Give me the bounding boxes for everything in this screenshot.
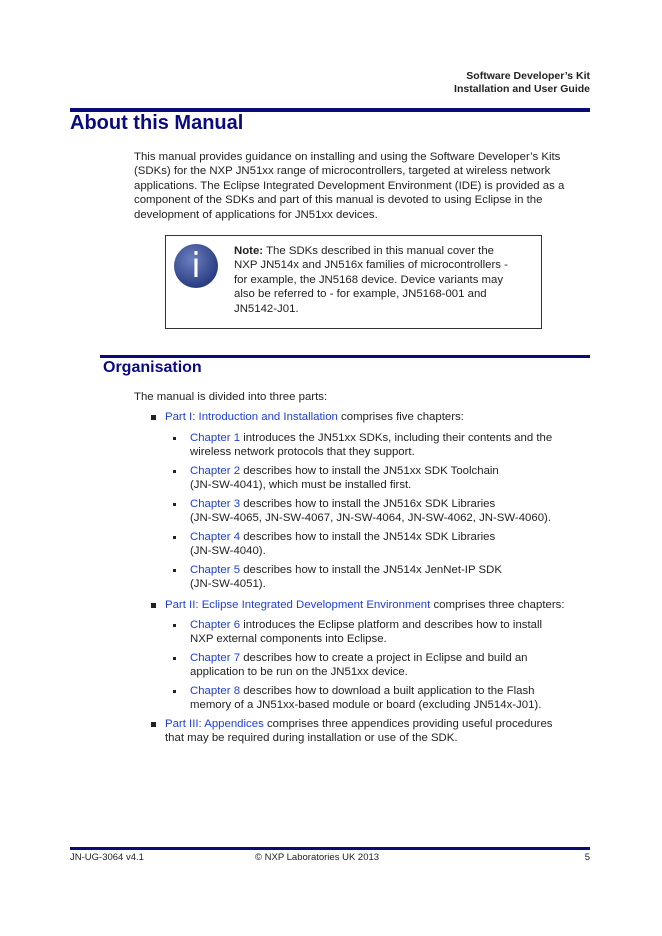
text-line	[165, 410, 464, 424]
sub-bullet-icon	[173, 503, 176, 506]
text-line	[190, 530, 495, 544]
text-line	[190, 478, 411, 492]
cross-reference-link[interactable]: Chapter 7	[190, 652, 241, 664]
text: introduces the JN51xx SDKs, including their contents and the	[240, 432, 553, 444]
running-header	[454, 70, 590, 96]
page-title: About this Manual	[70, 112, 244, 134]
text-line: NXP JN514x and JN516x families of microcontrollers -	[234, 259, 508, 272]
section-lead: The manual is divided into three parts:	[134, 391, 328, 403]
text-line	[190, 618, 542, 632]
text: (JN-SW-4040).	[190, 545, 266, 558]
header-subtitle: Installation and User Guide	[454, 83, 590, 95]
text-line: JN5142-J01.	[234, 302, 299, 315]
cross-reference-link[interactable]: Chapter 3	[190, 498, 241, 510]
text-line	[190, 684, 534, 698]
sub-bullet-icon	[173, 690, 176, 693]
text: describes how to download a built application to the Flash	[240, 685, 535, 697]
cross-reference-link[interactable]: Part I: Introduction and Installation	[165, 411, 338, 423]
text-line: also be referred to - for example, JN5168-001 and	[234, 288, 487, 301]
text-line	[190, 577, 266, 591]
note-label: Note:	[234, 245, 264, 257]
bullet-icon	[151, 722, 156, 727]
bullet-icon	[151, 603, 156, 608]
text-line	[165, 731, 458, 745]
text: memory of a JN51xx-based module or board (excluding JN514x-J01).	[190, 699, 542, 712]
section-rule	[100, 355, 590, 358]
sub-bullet-icon	[173, 437, 176, 440]
sub-bullet-icon	[173, 624, 176, 627]
text: application to be run on the JN51xx device.	[190, 666, 408, 679]
intro-paragraph	[134, 150, 564, 222]
text-line	[190, 698, 541, 712]
text-line: (SDKs) for the NXP JN51xx range of microcontrollers, targeted at wireless network	[134, 165, 551, 178]
text: comprises three appendices providing useful procedures	[263, 718, 553, 730]
text-line: This manual provides guidance on installing and using the Software Developer’s Kits	[134, 151, 561, 163]
text-line: component of the SDKs and part of this manual is devoted to using Eclipse in the	[134, 194, 543, 207]
info-icon: i	[174, 244, 218, 288]
text-line: The SDKs described in this manual cover the	[263, 245, 494, 257]
bullet-icon	[151, 415, 156, 420]
cross-reference-link[interactable]: Part II: Eclipse Integrated Development Environment	[165, 599, 431, 611]
text: comprises three chapters:	[430, 599, 565, 611]
footer-doc-id: JN-UG-3064 v4.1	[70, 852, 144, 863]
text: NXP external components into Eclipse.	[190, 633, 387, 646]
footer-rule	[70, 847, 590, 850]
text-line	[190, 511, 551, 525]
sub-bullet-icon	[173, 657, 176, 660]
cross-reference-link[interactable]: Chapter 8	[190, 685, 241, 697]
sub-bullet-icon	[173, 470, 176, 473]
text-line	[165, 598, 565, 612]
sub-bullet-icon	[173, 536, 176, 539]
sub-bullet-icon	[173, 569, 176, 572]
cross-reference-link[interactable]: Chapter 2	[190, 465, 241, 477]
footer-copyright: © NXP Laboratories UK 2013	[255, 852, 380, 863]
text-line	[190, 445, 415, 459]
text: describes how to install the JN514x JenNet-IP SDK	[240, 564, 502, 576]
text-line	[190, 431, 552, 445]
header-title: Software Developer’s Kit	[466, 70, 590, 82]
text: describes how to install the JN514x SDK Libraries	[240, 531, 496, 543]
text: (JN-SW-4051).	[190, 578, 266, 591]
footer-page-number: 5	[584, 852, 590, 863]
text: introduces the Eclipse platform and describes how to install	[240, 619, 543, 631]
text-line	[190, 563, 502, 577]
text: comprises five chapters:	[337, 411, 464, 423]
cross-reference-link[interactable]: Chapter 4	[190, 531, 241, 543]
text: (JN-SW-4041), which must be installed first.	[190, 479, 412, 492]
text: that may be required during installation or use of the SDK.	[165, 732, 458, 745]
text-line	[190, 651, 528, 665]
text-line: development of applications for JN51xx devices.	[134, 208, 378, 221]
text-line	[190, 497, 495, 511]
text: describes how to install the JN516x SDK Libraries	[240, 498, 496, 510]
text: describes how to create a project in Eclipse and build an	[240, 652, 528, 664]
cross-reference-link[interactable]: Part III: Appendices	[165, 718, 264, 730]
text-line	[190, 544, 266, 558]
text-line	[190, 632, 387, 646]
text: (JN-SW-4065, JN-SW-4067, JN-SW-4064, JN-SW-4062, JN-SW-4060).	[190, 512, 552, 525]
text-line	[190, 464, 499, 478]
text-line: applications. The Eclipse Integrated Development Environment (IDE) is provided as a	[134, 179, 565, 192]
note-text	[234, 244, 508, 316]
text-line	[190, 665, 408, 679]
text: wireless network protocols that they support.	[190, 446, 415, 459]
cross-reference-link[interactable]: Chapter 6	[190, 619, 241, 631]
text: describes how to install the JN51xx SDK Toolchain	[240, 465, 499, 477]
cross-reference-link[interactable]: Chapter 1	[190, 432, 241, 444]
text-line	[165, 717, 553, 731]
cross-reference-link[interactable]: Chapter 5	[190, 564, 241, 576]
section-heading: Organisation	[103, 359, 202, 376]
text-line: for example, the JN5168 device. Device variants may	[234, 273, 504, 286]
